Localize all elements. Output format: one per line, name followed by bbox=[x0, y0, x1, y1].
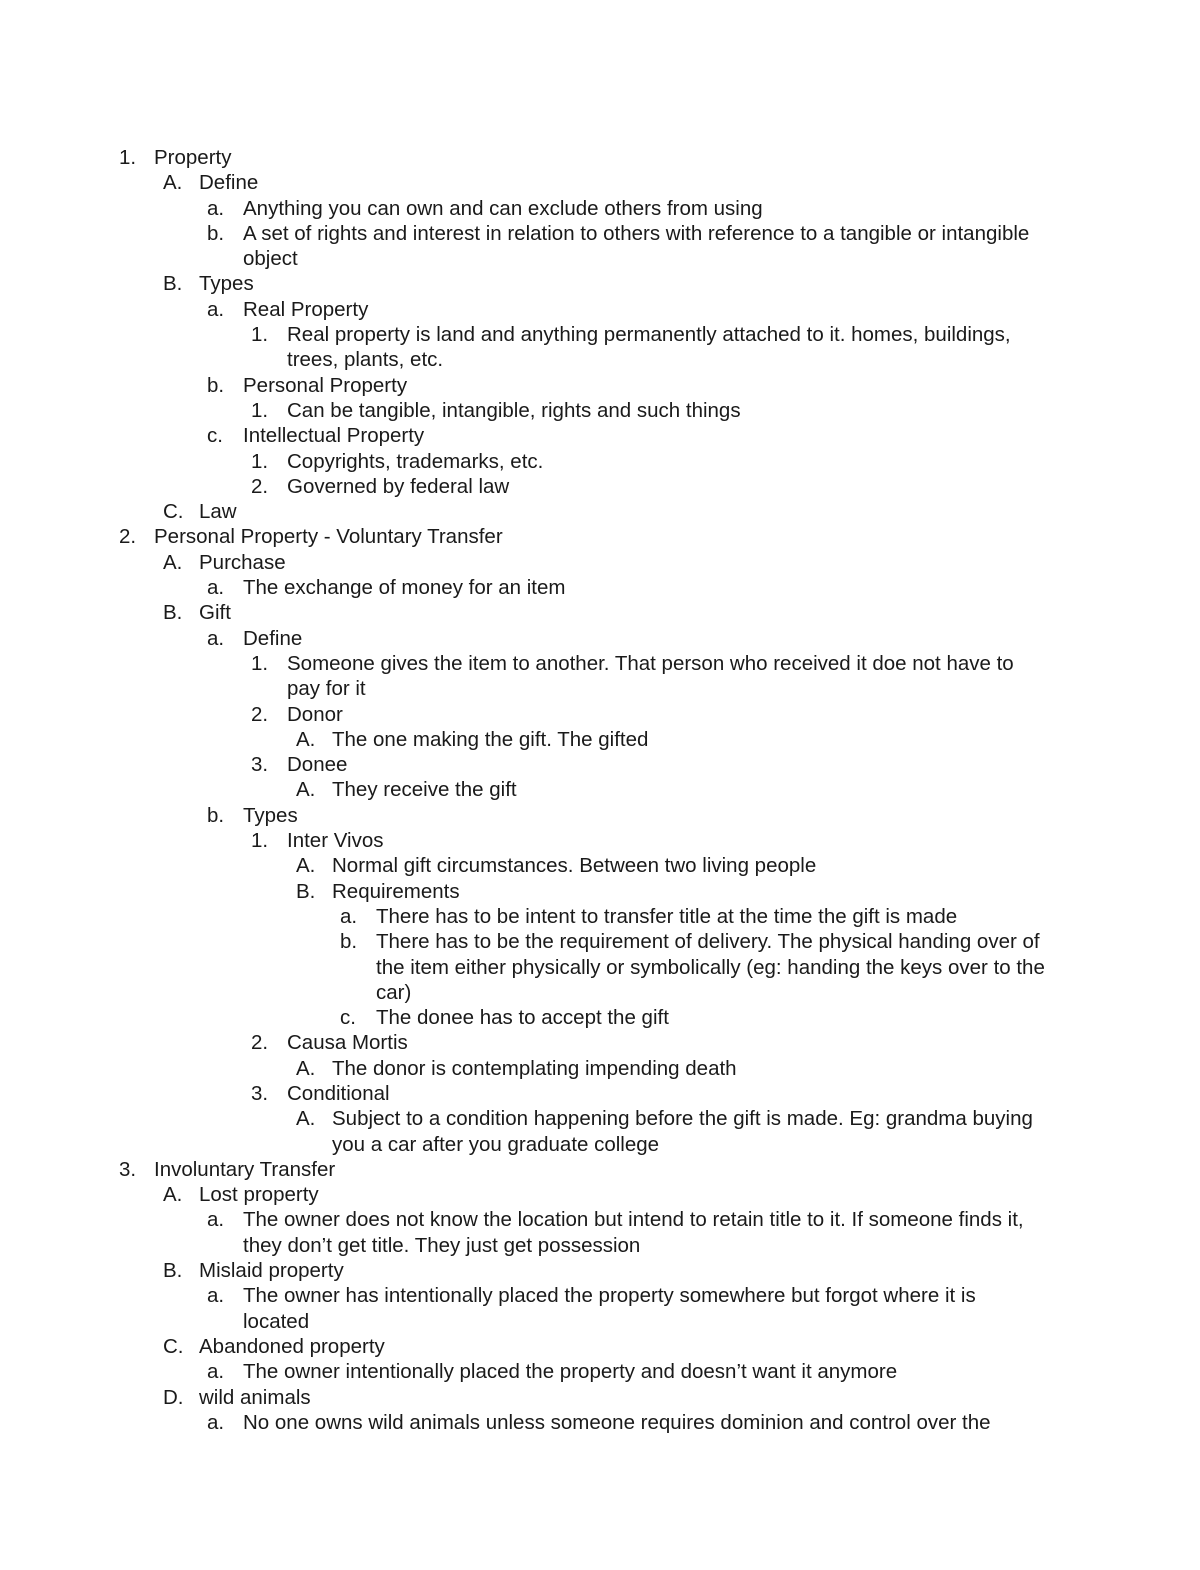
item-text: you a car after you graduate college bbox=[332, 1132, 660, 1156]
outline-item bbox=[0, 1207, 1200, 1232]
item-marker: 3. bbox=[251, 753, 269, 777]
outline-item bbox=[0, 702, 1200, 727]
item-marker: b. bbox=[207, 803, 225, 827]
item-text: The owner has intentionally placed the property somewhere but forgot where it is bbox=[243, 1284, 976, 1308]
outline-item bbox=[0, 170, 1200, 195]
outline-item bbox=[0, 752, 1200, 777]
outline-item bbox=[0, 929, 1200, 954]
item-text: Mislaid property bbox=[199, 1259, 344, 1283]
outline-item bbox=[0, 398, 1200, 423]
outline-item bbox=[0, 1385, 1200, 1410]
item-text: Law bbox=[199, 500, 237, 524]
item-marker: A. bbox=[296, 1056, 316, 1080]
item-text: Requirements bbox=[332, 879, 460, 903]
item-text: The donee has to accept the gift bbox=[376, 1006, 669, 1030]
item-marker: 2. bbox=[251, 702, 269, 726]
item-marker: a. bbox=[207, 576, 225, 600]
outline-item bbox=[0, 1106, 1200, 1131]
item-text: Real Property bbox=[243, 297, 369, 321]
item-marker: A. bbox=[163, 550, 183, 574]
item-text: Lost property bbox=[199, 1183, 319, 1207]
item-text: Gift bbox=[199, 601, 231, 625]
outline-item bbox=[0, 271, 1200, 296]
item-text: located bbox=[243, 1309, 310, 1333]
item-text: Abandoned property bbox=[199, 1334, 385, 1358]
outline-item bbox=[0, 1258, 1200, 1283]
outline-item bbox=[0, 626, 1200, 651]
outline-item bbox=[0, 449, 1200, 474]
item-marker: A. bbox=[296, 1107, 316, 1131]
item-text: Types bbox=[243, 803, 298, 827]
item-marker: A. bbox=[163, 171, 183, 195]
item-text: the item either physically or symbolically (eg: handing the keys over to the bbox=[376, 955, 1045, 979]
item-text: The one making the gift. The gifted bbox=[332, 727, 649, 751]
item-marker: A. bbox=[163, 1183, 183, 1207]
item-marker: a. bbox=[207, 1360, 225, 1384]
outline-item bbox=[0, 322, 1200, 347]
item-text: The donor is contemplating impending death bbox=[332, 1056, 737, 1080]
outline-item bbox=[0, 423, 1200, 448]
item-text: The owner does not know the location but intend to retain title to it. If someone finds it, bbox=[243, 1208, 1024, 1232]
outline-item bbox=[0, 499, 1200, 524]
item-text: There has to be the requirement of delivery. The physical handing over of bbox=[376, 930, 1040, 954]
item-text: The exchange of money for an item bbox=[243, 576, 566, 600]
outline-item bbox=[0, 221, 1200, 246]
item-text: wild animals bbox=[199, 1385, 311, 1409]
item-marker: a. bbox=[207, 626, 225, 650]
outline-item-continuation bbox=[0, 676, 1200, 701]
outline-item-continuation bbox=[0, 347, 1200, 372]
item-marker: b. bbox=[340, 930, 358, 954]
outline-item-continuation bbox=[0, 955, 1200, 980]
item-text: The owner intentionally placed the property and doesn’t want it anymore bbox=[243, 1360, 898, 1384]
item-marker: A. bbox=[296, 854, 316, 878]
outline-item bbox=[0, 1081, 1200, 1106]
item-marker: A. bbox=[296, 727, 316, 751]
item-marker: c. bbox=[340, 1006, 356, 1030]
item-text: trees, plants, etc. bbox=[287, 348, 444, 372]
outline-item bbox=[0, 1157, 1200, 1182]
item-text: Anything you can own and can exclude others from using bbox=[243, 196, 763, 220]
item-marker: B. bbox=[163, 601, 183, 625]
outline-item bbox=[0, 145, 1200, 170]
item-text: Personal Property - Voluntary Transfer bbox=[154, 525, 503, 549]
item-marker: a. bbox=[207, 297, 225, 321]
outline-item bbox=[0, 1359, 1200, 1384]
item-text: Donor bbox=[287, 702, 343, 726]
outline-item bbox=[0, 196, 1200, 221]
outline-item bbox=[0, 1030, 1200, 1055]
item-marker: B. bbox=[163, 1259, 183, 1283]
outline-item bbox=[0, 853, 1200, 878]
outline-item bbox=[0, 803, 1200, 828]
outline-item bbox=[0, 1410, 1200, 1435]
item-marker: a. bbox=[207, 196, 225, 220]
item-text: Involuntary Transfer bbox=[154, 1157, 336, 1181]
item-text: car) bbox=[376, 980, 412, 1004]
item-marker: c. bbox=[207, 424, 223, 448]
item-marker: 1. bbox=[251, 323, 269, 347]
item-text: Conditional bbox=[287, 1081, 390, 1105]
item-marker: a. bbox=[340, 904, 358, 928]
item-text: Define bbox=[243, 626, 303, 650]
item-text: Intellectual Property bbox=[243, 424, 425, 448]
item-text: A set of rights and interest in relation to others with reference to a tangible or intangible bbox=[243, 221, 1030, 245]
outline-item bbox=[0, 879, 1200, 904]
outline-item bbox=[0, 297, 1200, 322]
item-text: Property bbox=[154, 146, 232, 169]
outline-item bbox=[0, 727, 1200, 752]
item-text: Personal Property bbox=[243, 373, 408, 397]
outline-item-continuation bbox=[0, 1233, 1200, 1258]
item-marker: b. bbox=[207, 373, 225, 397]
item-marker: C. bbox=[163, 500, 184, 524]
item-text: Someone gives the item to another. That person who received it doe not have to bbox=[287, 651, 1014, 675]
item-marker: a. bbox=[207, 1410, 225, 1434]
item-marker: D. bbox=[163, 1385, 184, 1409]
item-marker: 3. bbox=[251, 1081, 269, 1105]
item-text: Donee bbox=[287, 753, 348, 777]
item-text: Normal gift circumstances. Between two living people bbox=[332, 854, 817, 878]
item-marker: a. bbox=[207, 1284, 225, 1308]
item-marker: 2. bbox=[251, 474, 269, 498]
item-text: object bbox=[243, 247, 298, 271]
outline-item bbox=[0, 575, 1200, 600]
item-text: pay for it bbox=[287, 677, 366, 701]
item-marker: 1. bbox=[251, 449, 269, 473]
item-marker: 1. bbox=[251, 651, 269, 675]
item-text: Define bbox=[199, 171, 259, 195]
outline-item bbox=[0, 600, 1200, 625]
item-text: They receive the gift bbox=[332, 778, 517, 802]
item-marker: A. bbox=[296, 778, 316, 802]
item-marker: 1. bbox=[251, 398, 269, 422]
item-marker: 2. bbox=[119, 525, 137, 549]
item-marker: 1. bbox=[251, 829, 269, 853]
item-text: Inter Vivos bbox=[287, 829, 384, 853]
outline-item bbox=[0, 1182, 1200, 1207]
outline-item-continuation bbox=[0, 980, 1200, 1005]
item-marker: 1. bbox=[119, 146, 137, 169]
item-marker: 2. bbox=[251, 1031, 269, 1055]
item-marker: C. bbox=[163, 1334, 184, 1358]
item-text: Causa Mortis bbox=[287, 1031, 408, 1055]
item-marker: B. bbox=[296, 879, 316, 903]
item-text: Subject to a condition happening before the gift is made. Eg: grandma buying bbox=[332, 1107, 1033, 1131]
item-text: they don’t get title. They just get possession bbox=[243, 1233, 641, 1257]
outline-item-continuation bbox=[0, 1132, 1200, 1157]
item-marker: a. bbox=[207, 1208, 225, 1232]
outline-item bbox=[0, 828, 1200, 853]
outline-item bbox=[0, 1283, 1200, 1308]
outline-item-continuation bbox=[0, 1309, 1200, 1334]
outline-item bbox=[0, 1056, 1200, 1081]
item-text: Copyrights, trademarks, etc. bbox=[287, 449, 544, 473]
item-text: Can be tangible, intangible, rights and such things bbox=[287, 398, 741, 422]
item-text: There has to be intent to transfer title at the time the gift is made bbox=[376, 904, 958, 928]
item-text: Types bbox=[199, 272, 254, 296]
item-marker: 3. bbox=[119, 1157, 137, 1181]
item-text: Governed by federal law bbox=[287, 474, 510, 498]
outline-item bbox=[0, 373, 1200, 398]
outline bbox=[0, 145, 1200, 1435]
outline-item bbox=[0, 651, 1200, 676]
outline-item bbox=[0, 1334, 1200, 1359]
outline-item bbox=[0, 904, 1200, 929]
outline-item bbox=[0, 1005, 1200, 1030]
item-text: No one owns wild animals unless someone requires dominion and control over the bbox=[243, 1410, 991, 1434]
item-text: Purchase bbox=[199, 550, 286, 574]
outline-item bbox=[0, 777, 1200, 802]
item-text: Real property is land and anything permanently attached to it. homes, buildings, bbox=[287, 323, 1011, 347]
item-marker: b. bbox=[207, 221, 225, 245]
outline-item-continuation bbox=[0, 246, 1200, 271]
item-marker: B. bbox=[163, 272, 183, 296]
outline-item bbox=[0, 524, 1200, 549]
outline-item bbox=[0, 474, 1200, 499]
outline-item bbox=[0, 550, 1200, 575]
